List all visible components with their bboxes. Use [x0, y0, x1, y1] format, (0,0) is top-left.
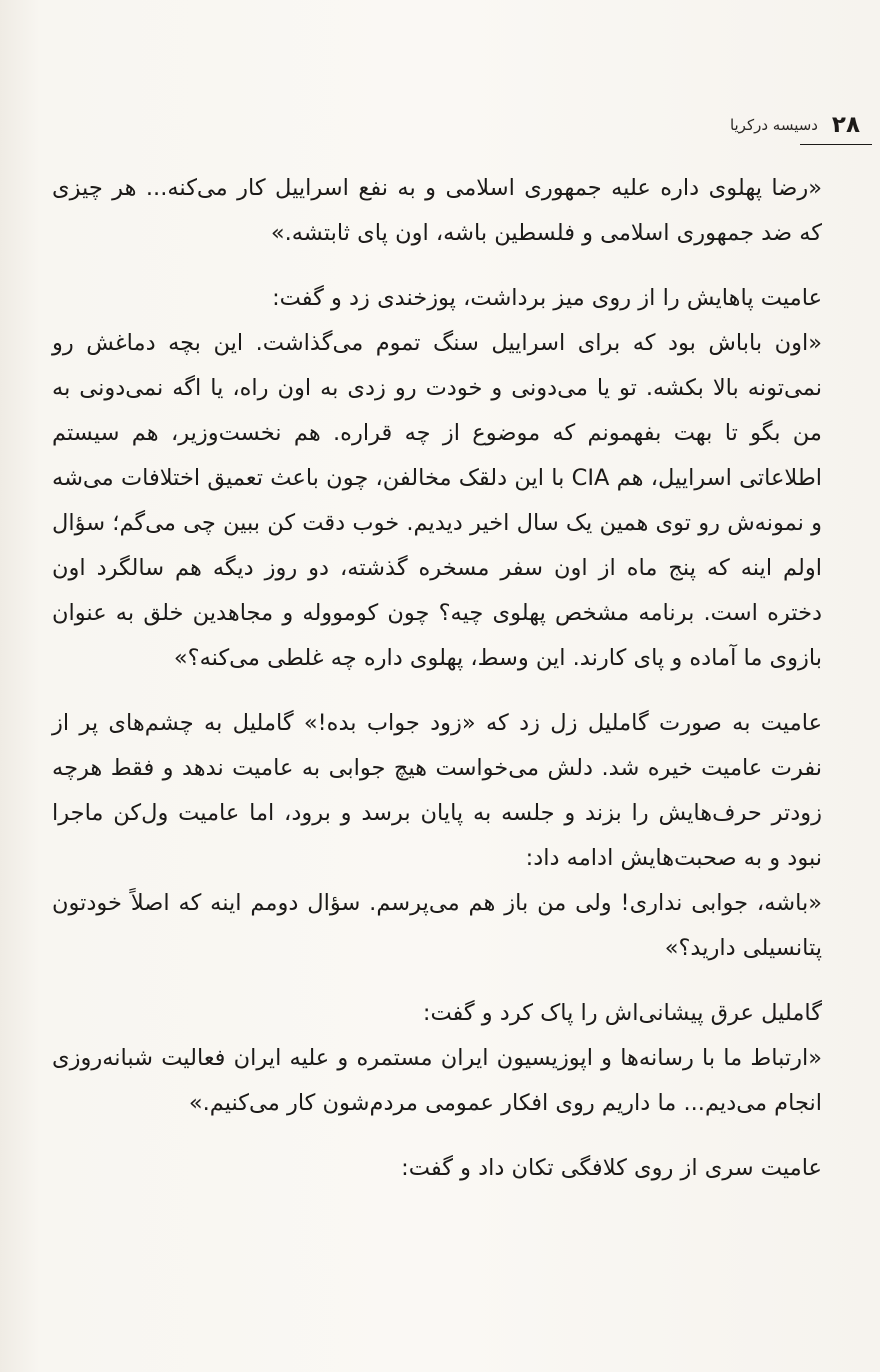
- body-text: [52, 166, 822, 1191]
- paragraph-quote-1: «رضا پهلوی داره علیه جمهوری اسلامی و به نفع اسراییل کار می‌کنه... هر چیزی که ضد جمهوری اسلامی و فلسطین باشه، اون پای ثابتشه.»: [52, 175, 822, 246]
- header-rule: [800, 144, 872, 145]
- page-number: ۲۸: [831, 112, 860, 138]
- paragraph-quote-2: «اون باباش بود که برای اسراییل سنگ تموم می‌گذاشت. این بچه دماغش رو نمی‌تونه بالا بکشه. تو یا می‌دونی و خودت رو زدی به اون راه، یا اگه نمی‌دونی به من بگو تا بهت بفهمونم که موضوع از چه قراره. هم نخست‌وزیر، هم سیستم اطلاعاتی اسراییل، هم CIA با این دلقک مخالفن، چون باعث تعمیق اختلافات می‌شه و نمونه‌ش رو توی همین یک سال اخیر دیدیم. خوب دقت کن ببین چی می‌گم؛ سؤال اولم اینه که پنج ماه از اون سفر مسخره گذشته، دو روز دیگه هم سالگرد اون دختره است. برنامه مشخص پهلوی چیه؟ چون کومووله و مجاهدین خلق به عنوان بازوی ما آماده و پای کارند. این وسط، پهلوی داره چه غلطی می‌کنه؟»: [52, 330, 822, 671]
- book-title: دسیسه درکریا: [729, 116, 818, 134]
- paragraph-narration-2: عامیت به صورت گاملیل زل زد که «زود جواب بده!» گاملیل به چشم‌های پر از نفرت عامیت خیره شد. دلش می‌خواست هیچ جوابی به عامیت ندهد و فقط هرچه زودتر حرف‌هایش را بزند و جلسه به پایان برسد و برود، اما عامیت ول‌کن ماجرا نبود و به صحبت‌هایش ادامه داد:: [52, 710, 822, 871]
- paragraph-narration-4: عامیت سری از روی کلافگی تکان داد و گفت:: [401, 1155, 822, 1181]
- running-head: [452, 108, 872, 148]
- paragraph-narration-3: گاملیل عرق پیشانی‌اش را پاک کرد و گفت:: [422, 1000, 822, 1026]
- paragraph-quote-4: «ارتباط ما با رسانه‌ها و اپوزیسیون ایران مستمره و علیه ایران فعالیت شبانه‌روزی انجام می‌دیم... ما داریم روی افکار عمومی مردم‌شون کار می‌کنیم.»: [52, 1045, 822, 1116]
- paragraph-narration-1: عامیت پاهایش را از روی میز برداشت، پوزخندی زد و گفت:: [272, 285, 822, 311]
- paragraph-quote-3: «باشه، جوابی نداری! ولی من باز هم می‌پرسم. سؤال دومم اینه که اصلاً خودتون پتانسیلی دارید؟»: [52, 890, 822, 961]
